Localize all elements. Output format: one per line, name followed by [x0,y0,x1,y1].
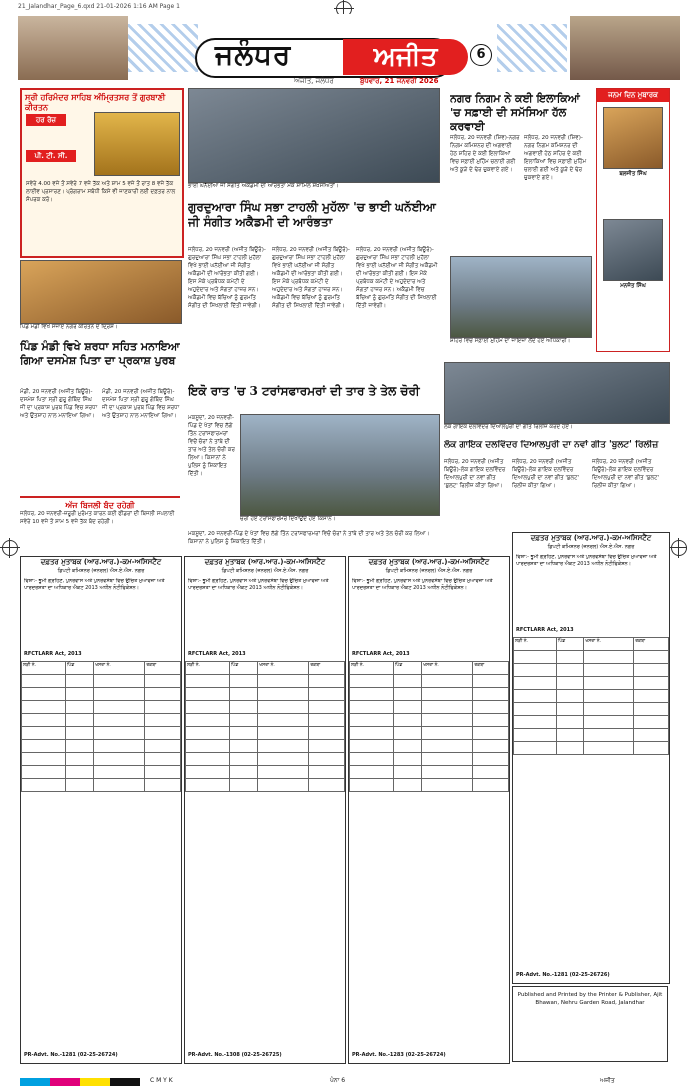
ad-col-header: ਲੜੀ ਨੰ. [186,662,230,675]
ad-body: ਵਿਸ਼ਾ:- ਭੂਮੀ ਗ੍ਰਹਿਣ, ਪੁਨਰਵਾਸ ਅਤੇ ਪੁਨਰਵਸੇਬਾ ਵਿਚ ਉਚਿਤ ਮੁਆਵਜ਼ਾ ਅਤੇ ਪਾਰਦਰਸ਼ਤਾ ਦਾ ਅਧਿਕਾਰ ਐਕਟ 2013 ਅਧੀਨ ਨੋਟੀਫਿਕੇਸ਼ਨ। [24,578,165,591]
ad-col-header: ਲੜੀ ਨੰ. [350,662,394,675]
masthead [0,14,687,85]
registration-mark-icon [2,540,18,556]
ad-law: RFCTLARR Act, 2013 [24,651,82,657]
color-bar-yellow [80,1078,110,1086]
ad-col-header: ਰਕਬਾ [634,638,669,651]
gurdwara-caption: ਭਾਈ ਘਨੱਈਆ ਜੀ ਸੰਗੀਤ ਅਕੈਡਮੀ ਦੀ ਆਰੰਭਤਾ ਮੌਕੇ ਸ਼ਾਮਿਲ ਸ਼ਖ਼ਸੀਅਤਾਂ। [188,183,339,189]
golden-temple-photo [94,112,180,176]
kirtan-body: ਸਵੇਰੇ 4.00 ਵਜੇ ਤੋਂ ਸਵੇਰੇ 7 ਵਜੇ ਤੱਕ ਅਤੇ ਸ਼ਾਮ 5 ਵਜੇ ਤੋਂ ਰਾਤ 8 ਵਜੇ ਤੱਕ ਲਾਈਵ ਪ੍ਰਸਾਰਣ। ਪ੍ਰੋਗਰਾਮ ਸਬੰਧੀ ਕਿਸੇ ਵੀ ਜਾਣਕਾਰੀ ਲਈ ਦਫ਼ਤਰ ਨਾਲ ਸੰਪਰਕ ਕਰੋ। [26,181,176,203]
public-notice-ad [20,556,182,1064]
ad-col-header: ਖਸਰਾ ਨੰ. [584,638,634,651]
theft-caption: ਚੋਰੀ ਹੋਏ ਟਰਾਂਸਫਾਰਮਰ ਦਿਖਾਉਂਦੇ ਹੋਏ ਕਿਸਾਨ। [240,516,336,522]
ad-col-header: ਲੜੀ ਨੰ. [514,638,557,651]
registration-mark-icon [671,540,687,556]
ad-col-header: ਪਿੰਡ [65,662,93,675]
nagar-photo [450,256,592,338]
public-notice-ad [184,556,346,1064]
masthead-title-city: ਜਲੰਧਰ [215,38,292,71]
nagar-body: ਜਲੰਧਰ, 20 ਜਨਵਰੀ (ਸ਼ਿਵ)-ਨਗਰ ਨਿਗਮ ਕਮਿਸ਼ਨਰ ਦੀ ਅਗਵਾਈ ਹੇਠ ਸ਼ਹਿਰ ਦੇ ਕਈ ਇਲਾਕਿਆਂ ਵਿਚ ਸਫ਼ਾਈ ਮੁਹਿੰਮ ਚਲਾਈ ਗਈ ਅਤੇ ਕੂੜੇ ਦੇ ਢੇਰ ਚੁਕਵਾਏ ਗਏ। [450,135,520,173]
ad-footer: PR-Advt. No.-1281 (02-25-26726) [516,972,610,978]
ad-col-header: ਖਸਰਾ ਨੰ. [258,662,309,675]
song-body: ਜਲੰਧਰ, 20 ਜਨਵਰੀ (ਅਜੀਤ ਬਿਊਰੋ)-ਲੋਕ ਗਾਇਕ ਦਲਵਿੰਦਰ ਦਿਆਲਪੁਰੀ ਦਾ ਨਵਾਂ ਗੀਤ 'ਬੁਲਟ' ਰਿਲੀਜ਼ ਕੀਤਾ ਗਿਆ। [592,459,660,489]
masthead-building-photo [570,16,680,80]
ad-law: RFCTLARR Act, 2013 [352,651,410,657]
birthday-name: ਮਨਜੋਤ ਸਿੰਘ [620,283,646,289]
ad-col-header: ਪਿੰਡ [556,638,584,651]
ad-footer: PR-Advt. No.-1308 (02-25-26725) [188,1052,282,1058]
power-notice [20,496,180,552]
birthday-box [596,88,670,352]
print-slug: 21_Jalandhar_Page_6.qxd 21-01-2026 1:16 AM Page 1 [0,0,687,15]
kirtan-box [20,88,184,258]
masthead-pattern [128,24,198,72]
masthead-title-paper: ਅਜੀਤ [343,39,468,75]
gurdwara-body: ਜਲੰਧਰ, 20 ਜਨਵਰੀ (ਅਜੀਤ ਬਿਊਰੋ)-ਗੁਰਦੁਆਰਾ ਸਿੰਘ ਸਭਾ ਟਾਹਲੀ ਮੁਹੱਲਾ ਵਿਖੇ ਭਾਈ ਘਨੱਈਆ ਜੀ ਸੰਗੀਤ ਅਕੈਡਮੀ ਦੀ ਆਰੰਭਤਾ ਕੀਤੀ ਗਈ। ਇਸ ਮੌਕੇ ਪ੍ਰਬੰਧਕ ਕਮੇਟੀ ਦੇ ਅਹੁਦੇਦਾਰ ਅਤੇ ਸੰਗਤਾਂ ਹਾਜ਼ਰ ਸਨ। ਅਕੈਡਮੀ ਵਿਚ ਬੱਚਿਆਂ ਨੂੰ ਗੁਰਮਤਿ ਸੰਗੀਤ ਦੀ ਸਿਖਲਾਈ ਦਿੱਤੀ ਜਾਵੇਗੀ। [272,247,350,309]
ad-subtitle: ਡਿਪਟੀ ਕਮਿਸ਼ਨਰ (ਜਨਰਲ) ਐਸ.ਏ.ਐਸ. ਨਗਰ [57,568,145,574]
masthead-subtitle: ਅਜੀਤ, ਜਲੰਧਰ [294,77,334,85]
kirtan-tag-daily: ਹਰ ਰੋਜ਼ [26,114,66,126]
masthead-date: ਬੁੱਧਵਾਰ, 21 ਜਨਵਰੀ 2026 [360,77,439,85]
nagar-kirtan-photo [20,260,182,324]
power-notice-body: ਜਲੰਧਰ, 20 ਜਨਵਰੀ-ਜ਼ਰੂਰੀ ਮੁਰੰਮਤ ਕਾਰਨ ਕਈ ਫੀਡਰਾਂ ਦੀ ਬਿਜਲੀ ਸਪਲਾਈ ਸਵੇਰੇ 10 ਵਜੇ ਤੋਂ ਸ਼ਾਮ 5 ਵਜੇ ਤੱਕ ਬੰਦ ਰਹੇਗੀ। [20,511,175,525]
ad-law: RFCTLARR Act, 2013 [516,627,574,633]
birthday-photo [603,107,663,169]
ad-table [513,637,669,755]
song-body: ਜਲੰਧਰ, 20 ਜਨਵਰੀ (ਅਜੀਤ ਬਿਊਰੋ)-ਲੋਕ ਗਾਇਕ ਦਲਵਿੰਦਰ ਦਿਆਲਪੁਰੀ ਦਾ ਨਵਾਂ ਗੀਤ 'ਬੁਲਟ' ਰਿਲੀਜ਼ ਕੀਤਾ ਗਿਆ। [444,459,506,489]
pind-body: ਮੰਡੀ, 20 ਜਨਵਰੀ (ਅਜੀਤ ਬਿਊਰੋ)-ਦਸਮੇਸ਼ ਪਿਤਾ ਸ੍ਰੀ ਗੁਰੂ ਗੋਬਿੰਦ ਸਿੰਘ ਜੀ ਦਾ ਪ੍ਰਕਾਸ਼ ਪੁਰਬ ਪਿੰਡ ਵਿਚ ਸ਼ਰਧਾ ਅਤੇ ਉਤਸ਼ਾਹ ਨਾਲ ਮਨਾਇਆ ਗਿਆ। [20,389,98,419]
gurdwara-body: ਜਲੰਧਰ, 20 ਜਨਵਰੀ (ਅਜੀਤ ਬਿਊਰੋ)-ਗੁਰਦੁਆਰਾ ਸਿੰਘ ਸਭਾ ਟਾਹਲੀ ਮੁਹੱਲਾ ਵਿਖੇ ਭਾਈ ਘਨੱਈਆ ਜੀ ਸੰਗੀਤ ਅਕੈਡਮੀ ਦੀ ਆਰੰਭਤਾ ਕੀਤੀ ਗਈ। ਇਸ ਮੌਕੇ ਪ੍ਰਬੰਧਕ ਕਮੇਟੀ ਦੇ ਅਹੁਦੇਦਾਰ ਅਤੇ ਸੰਗਤਾਂ ਹਾਜ਼ਰ ਸਨ। ਅਕੈਡਮੀ ਵਿਚ ਬੱਚਿਆਂ ਨੂੰ ਗੁਰਮਤਿ ਸੰਗੀਤ ਦੀ ਸਿਖਲਾਈ ਦਿੱਤੀ ਜਾਵੇਗੀ। [356,247,438,309]
ad-body: ਵਿਸ਼ਾ:- ਭੂਮੀ ਗ੍ਰਹਿਣ, ਪੁਨਰਵਾਸ ਅਤੇ ਪੁਨਰਵਸੇਬਾ ਵਿਚ ਉਚਿਤ ਮੁਆਵਜ਼ਾ ਅਤੇ ਪਾਰਦਰਸ਼ਤਾ ਦਾ ਅਧਿਕਾਰ ਐਕਟ 2013 ਅਧੀਨ ਨੋਟੀਫਿਕੇਸ਼ਨ। [352,578,493,591]
page-number: 6 [470,44,492,66]
ad-col-header: ਲੜੀ ਨੰ. [22,662,66,675]
ad-title: ਦਫ਼ਤਰ ਮੁਤਾਬਕ (ਆਰ.ਆਰ.)-ਕਮ-ਅਸਿਸਟੈਂਟ [204,558,326,566]
ad-law: RFCTLARR Act, 2013 [188,651,246,657]
imprint: Published and Printed by the Printer & Publisher, Ajit Bhawan, Nehru Garden Road, Jalandhar [512,986,668,1062]
color-bar-cyan [20,1078,50,1086]
theft-body: ਮਕਸੂਦਾਂ, 20 ਜਨਵਰੀ-ਪਿੰਡ ਦੇ ਖੇਤਾਂ ਵਿਚ ਲੱਗੇ ਤਿੰਨ ਟਰਾਂਸਫਾਰਮਰਾਂ ਵਿਚੋਂ ਚੋਰਾਂ ਨੇ ਤਾਂਬੇ ਦੀ ਤਾਰ ਅਤੇ ਤੇਲ ਚੋਰੀ ਕਰ ਲਿਆ। ਕਿਸਾਨਾਂ ਨੇ ਪੁਲਿਸ ਨੂੰ ਸ਼ਿਕਾਇਤ ਦਿੱਤੀ। [188,531,430,545]
song-caption: ਲੋਕ ਗਾਇਕ ਦਲਵਿੰਦਰ ਦਿਆਲਪੁਰੀ ਦਾ ਗੀਤ ਰਿਲੀਜ਼ ਕਰਦੇ ਹੋਏ। [444,424,573,430]
public-notice-ad [348,556,510,1064]
kirtan-tag-channel: ਪੀ. ਟੀ. ਸੀ. [26,150,76,162]
ad-table [349,661,509,792]
gurdwara-photo [188,88,440,183]
ad-footer: PR-Advt. No.-1283 (02-25-26724) [352,1052,446,1058]
masthead-building-photo [18,16,128,80]
pind-caption: ਪਿੰਡ ਮੰਡੀ ਵਿਖੇ ਸਜਾਏ ਨਗਰ ਕੀਰਤਨ ਦੇ ਦ੍ਰਿਸ਼। [20,324,118,330]
ad-title: ਦਫ਼ਤਰ ਮੁਤਾਬਕ (ਆਰ.ਆਰ.)-ਕਮ-ਅਸਿਸਟੈਂਟ [368,558,490,566]
ad-subtitle: ਡਿਪਟੀ ਕਮਿਸ਼ਨਰ (ਜਨਰਲ) ਐਸ.ਏ.ਐਸ. ਨਗਰ [385,568,473,574]
song-headline: ਲੋਕ ਗਾਇਕ ਦਲਵਿੰਦਰ ਦਿਆਲਪੁਰੀ ਦਾ ਨਵਾਂ ਗੀਤ 'ਬੁਲਟ' ਰਿਲੀਜ਼ [444,440,659,450]
ad-table [21,661,181,792]
ad-col-header: ਖਸਰਾ ਨੰ. [422,662,473,675]
ad-col-header: ਪਿੰਡ [229,662,257,675]
ad-col-header: ਰਕਬਾ [473,662,509,675]
song-release-photo [444,362,670,424]
ad-col-header: ਰਕਬਾ [309,662,345,675]
ad-title: ਦਫ਼ਤਰ ਮੁਤਾਬਕ (ਆਰ.ਆਰ.)-ਕਮ-ਅਸਿਸਟੈਂਟ [40,558,162,566]
ad-title: ਦਫ਼ਤਰ ਮੁਤਾਬਕ (ਆਰ.ਆਰ.)-ਕਮ-ਅਸਿਸਟੈਂਟ [530,534,652,542]
transformer-photo [240,414,440,516]
birthday-heading: ਜਨਮ ਦਿਨ ਮੁਬਾਰਕ [597,89,669,102]
ad-table [185,661,345,792]
ad-col-header: ਖਸਰਾ ਨੰ. [94,662,145,675]
song-body: ਜਲੰਧਰ, 20 ਜਨਵਰੀ (ਅਜੀਤ ਬਿਊਰੋ)-ਲੋਕ ਗਾਇਕ ਦਲਵਿੰਦਰ ਦਿਆਲਪੁਰੀ ਦਾ ਨਵਾਂ ਗੀਤ 'ਬੁਲਟ' ਰਿਲੀਜ਼ ਕੀਤਾ ਗਿਆ। [512,459,580,489]
ad-body: ਵਿਸ਼ਾ:- ਭੂਮੀ ਗ੍ਰਹਿਣ, ਪੁਨਰਵਾਸ ਅਤੇ ਪੁਨਰਵਸੇਬਾ ਵਿਚ ਉਚਿਤ ਮੁਆਵਜ਼ਾ ਅਤੇ ਪਾਰਦਰਸ਼ਤਾ ਦਾ ਅਧਿਕਾਰ ਐਕਟ 2013 ਅਧੀਨ ਨੋਟੀਫਿਕੇਸ਼ਨ। [188,578,329,591]
birthday-name: ਬਲਜੀਤ ਸਿੰਘ [619,171,647,177]
footer-mark: C M Y K [150,1077,173,1084]
theft-body: ਮਕਸੂਦਾਂ, 20 ਜਨਵਰੀ-ਪਿੰਡ ਦੇ ਖੇਤਾਂ ਵਿਚ ਲੱਗੇ ਤਿੰਨ ਟਰਾਂਸਫਾਰਮਰਾਂ ਵਿਚੋਂ ਚੋਰਾਂ ਨੇ ਤਾਂਬੇ ਦੀ ਤਾਰ ਅਤੇ ਤੇਲ ਚੋਰੀ ਕਰ ਲਿਆ। ਕਿਸਾਨਾਂ ਨੇ ਪੁਲਿਸ ਨੂੰ ਸ਼ਿਕਾਇਤ ਦਿੱਤੀ। [188,415,235,477]
ad-footer: PR-Advt. No.-1281 (02-25-26724) [24,1052,118,1058]
birthday-photo [603,219,663,281]
kirtan-heading: ਸ੍ਰੀ ਹਰਿਮੰਦਰ ਸਾਹਿਬ ਅੰਮ੍ਰਿਤਸਰ ਤੋਂ ਗੁਰਬਾਣੀ ਕੀਰਤਨ [25,92,166,112]
masthead-pattern [497,24,567,72]
ad-body: ਵਿਸ਼ਾ:- ਭੂਮੀ ਗ੍ਰਹਿਣ, ਪੁਨਰਵਾਸ ਅਤੇ ਪੁਨਰਵਸੇਬਾ ਵਿਚ ਉਚਿਤ ਮੁਆਵਜ਼ਾ ਅਤੇ ਪਾਰਦਰਸ਼ਤਾ ਦਾ ਅਧਿਕਾਰ ਐਕਟ 2013 ਅਧੀਨ ਨੋਟੀਫਿਕੇਸ਼ਨ। [516,554,657,567]
ad-subtitle: ਡਿਪਟੀ ਕਮਿਸ਼ਨਰ (ਜਨਰਲ) ਐਸ.ਏ.ਐਸ. ਨਗਰ [221,568,309,574]
nagar-body: ਜਲੰਧਰ, 20 ਜਨਵਰੀ (ਸ਼ਿਵ)-ਨਗਰ ਨਿਗਮ ਕਮਿਸ਼ਨਰ ਦੀ ਅਗਵਾਈ ਹੇਠ ਸ਼ਹਿਰ ਦੇ ਕਈ ਇਲਾਕਿਆਂ ਵਿਚ ਸਫ਼ਾਈ ਮੁਹਿੰਮ ਚਲਾਈ ਗਈ ਅਤੇ ਕੂੜੇ ਦੇ ਢੇਰ ਚੁਕਵਾਏ ਗਏ। [524,135,587,181]
color-bar-magenta [50,1078,80,1086]
ad-subtitle: ਡਿਪਟੀ ਕਮਿਸ਼ਨਰ (ਜਨਰਲ) ਐਸ.ਏ.ਐਸ. ਨਗਰ [547,544,635,550]
theft-headline: ਇਕੋ ਰਾਤ 'ਚ 3 ਟਰਾਂਸਫਾਰਮਰਾਂ ਦੀ ਤਾਰ ਤੇ ਤੇਲ ਚੋਰੀ [188,384,420,398]
ad-col-header: ਪਿੰਡ [393,662,421,675]
pind-headline: ਪਿੰਡ ਮੰਡੀ ਵਿਖੇ ਸ਼ਰਧਾ ਸਹਿਤ ਮਨਾਇਆ ਗਿਆ ਦਸਮੇਸ਼ ਪਿਤਾ ਦਾ ਪ੍ਰਕਾਸ਼ ਪੁਰਬ [20,340,180,367]
pind-body: ਮੰਡੀ, 20 ਜਨਵਰੀ (ਅਜੀਤ ਬਿਊਰੋ)-ਦਸਮੇਸ਼ ਪਿਤਾ ਸ੍ਰੀ ਗੁਰੂ ਗੋਬਿੰਦ ਸਿੰਘ ਜੀ ਦਾ ਪ੍ਰਕਾਸ਼ ਪੁਰਬ ਪਿੰਡ ਵਿਚ ਸ਼ਰਧਾ ਅਤੇ ਉਤਸ਼ਾਹ ਨਾਲ ਮਨਾਇਆ ਗਿਆ। [102,389,180,419]
footer-mark: ਪੰਨਾ 6 [330,1077,346,1084]
nagar-caption: ਸ਼ਹਿਰ ਵਿਚ ਸਫ਼ਾਈ ਮੁਹਿੰਮ ਦਾ ਜਾਇਜ਼ਾ ਲੈਂਦੇ ਹੋਏ ਅਧਿਕਾਰੀ। [450,338,571,344]
nagar-headline: ਨਗਰ ਨਿਗਮ ਨੇ ਕਈ ਇਲਾਕਿਆਂ 'ਚ ਸਫ਼ਾਈ ਦੀ ਸਮੱਸਿਆ ਹੱਲ ਕਰਵਾਈ [450,92,580,132]
power-notice-title: ਅੱਜ ਬਿਜਲੀ ਬੰਦ ਰਹੇਗੀ [65,500,135,510]
gurdwara-body: ਜਲੰਧਰ, 20 ਜਨਵਰੀ (ਅਜੀਤ ਬਿਊਰੋ)-ਗੁਰਦੁਆਰਾ ਸਿੰਘ ਸਭਾ ਟਾਹਲੀ ਮੁਹੱਲਾ ਵਿਖੇ ਭਾਈ ਘਨੱਈਆ ਜੀ ਸੰਗੀਤ ਅਕੈਡਮੀ ਦੀ ਆਰੰਭਤਾ ਕੀਤੀ ਗਈ। ਇਸ ਮੌਕੇ ਪ੍ਰਬੰਧਕ ਕਮੇਟੀ ਦੇ ਅਹੁਦੇਦਾਰ ਅਤੇ ਸੰਗਤਾਂ ਹਾਜ਼ਰ ਸਨ। ਅਕੈਡਮੀ ਵਿਚ ਬੱਚਿਆਂ ਨੂੰ ਗੁਰਮਤਿ ਸੰਗੀਤ ਦੀ ਸਿਖਲਾਈ ਦਿੱਤੀ ਜਾਵੇਗੀ। [188,247,266,309]
ad-col-header: ਰਕਬਾ [145,662,181,675]
color-bar-black [110,1078,140,1086]
public-notice-ad [512,532,670,984]
footer-mark: ਅਜੀਤ [600,1077,615,1084]
gurdwara-headline: ਗੁਰਦੁਆਰਾ ਸਿੰਘ ਸਭਾ ਟਾਹਲੀ ਮੁਹੱਲਾ 'ਚ ਭਾਈ ਘਨੱਈਆ ਜੀ ਸੰਗੀਤ ਅਕੈਡਮੀ ਦੀ ਆਰੰਭਤਾ [188,200,436,229]
